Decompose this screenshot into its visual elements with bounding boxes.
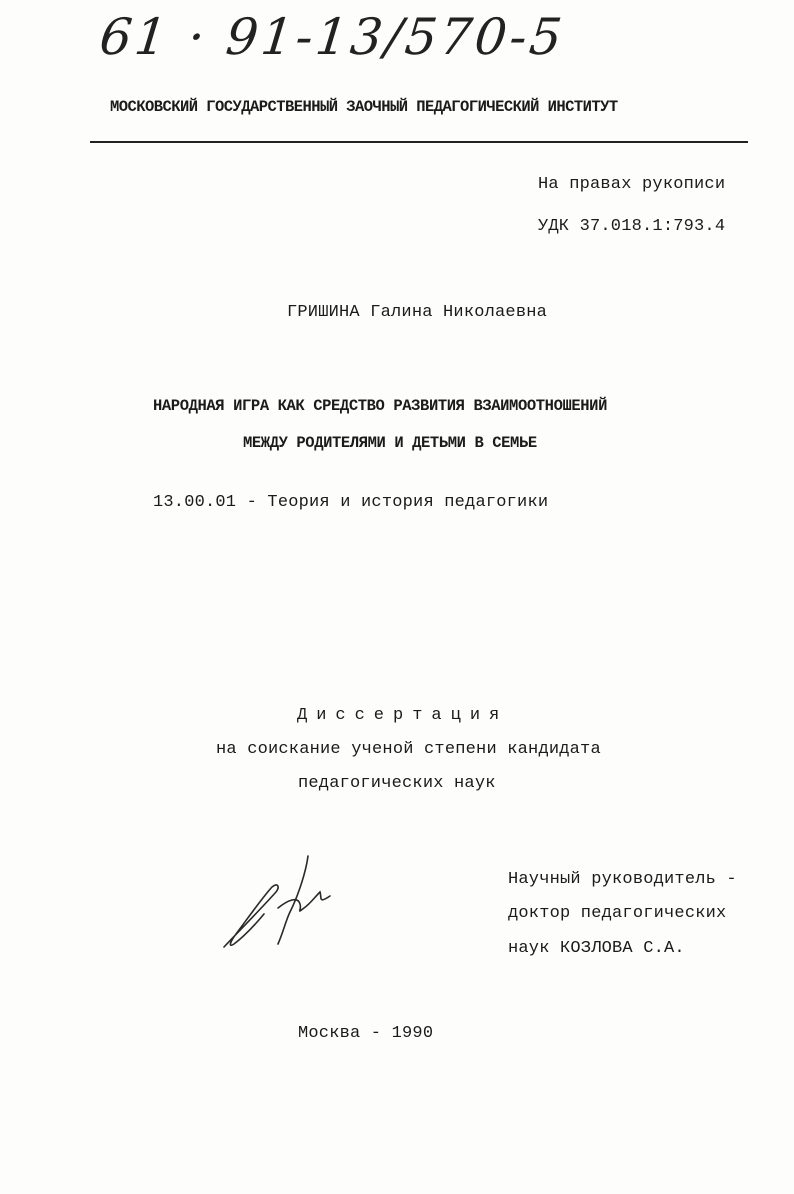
institute-name: МОСКОВСКИЙ ГОСУДАРСТВЕННЫЙ ЗАОЧНЫЙ ПЕДАГОГИЧЕСКИЙ ИНСТИТУТ (110, 98, 618, 116)
archive-code: 61 · 91-13/570-5 (96, 8, 568, 66)
manuscript-rights: На правах рукописи (538, 175, 726, 194)
place-and-year: Москва - 1990 (298, 1024, 434, 1043)
supervisor-line-2: доктор педагогических (508, 904, 727, 923)
thesis-title-line-2: МЕЖДУ РОДИТЕЛЯМИ И ДЕТЬМИ В СЕМЬЕ (243, 434, 537, 452)
dissertation-heading: Диссертация (297, 706, 509, 725)
supervisor-line-1: Научный руководитель - (508, 870, 737, 889)
udc-code: УДК 37.018.1:793.4 (538, 217, 726, 236)
degree-line-1: на соискание ученой степени кандидата (216, 740, 601, 759)
degree-line-2: педагогических наук (298, 774, 496, 793)
supervisor-line-3: наук КОЗЛОВА С.А. (508, 939, 685, 958)
thesis-title-line-1: НАРОДНАЯ ИГРА КАК СРЕДСТВО РАЗВИТИЯ ВЗАИМООТНОШЕНИЙ (153, 397, 607, 415)
handwritten-signature-icon (218, 852, 338, 952)
author-name: ГРИШИНА Галина Николаевна (287, 303, 548, 322)
specialty-code: 13.00.01 - Теория и история педагогики (153, 493, 549, 512)
header-divider (90, 141, 748, 143)
